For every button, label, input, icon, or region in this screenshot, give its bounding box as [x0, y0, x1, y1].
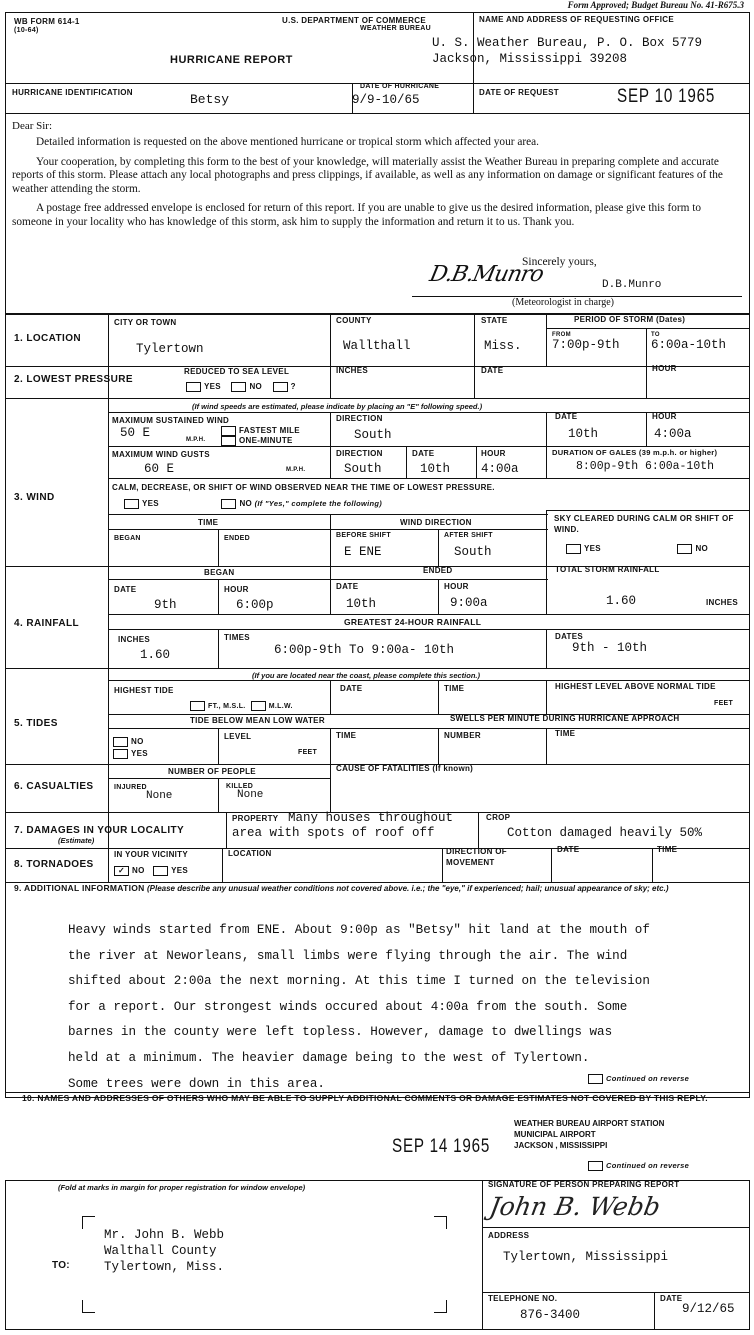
hurricane-date-label: DATE OF HURRICANE	[360, 83, 440, 90]
swells-label: SWELLS PER MINUTE DURING HURRICANE APPROACH	[450, 714, 680, 723]
pressure-yes-checkbox[interactable]	[186, 382, 201, 392]
phone-label: TELEPHONE NO.	[488, 1294, 558, 1303]
began-label: BEGAN	[114, 535, 141, 542]
narrative-line: the river at Neworleans, small limbs were flying through the air. The wind	[68, 948, 628, 963]
hurricane-name: Betsy	[190, 92, 230, 107]
one-minute-checkbox[interactable]	[221, 436, 236, 446]
rain-ended-hour: 9:00a	[450, 596, 488, 610]
section-names: 10. NAMES AND ADDRESSES OF OTHERS WHO MAY BE ABLE TO SUPPLY ADDITIONAL COMMENTS OR DAMAGE ESTIMATES NOT COVERED BY THIS REPLY.	[22, 1093, 708, 1103]
corner-bottom-left	[82, 1300, 95, 1313]
to-label: TO	[651, 332, 660, 338]
after-shift-label: AFTER SHIFT	[444, 532, 493, 539]
gust-hour-label: HOUR	[481, 449, 506, 458]
signer-name: D.B.Munro	[602, 279, 662, 291]
phone-value: 876-3400	[520, 1308, 581, 1322]
request-date-label: DATE OF REQUEST	[479, 88, 559, 97]
g-inches-label: INCHES	[118, 635, 151, 644]
below-no-option: NO	[113, 737, 144, 747]
addressee-line-3: Tylertown, Miss.	[104, 1260, 225, 1274]
form-title: HURRICANE REPORT	[170, 54, 293, 66]
tide-time-label: TIME	[444, 684, 465, 693]
letter-p3: A postage free addressed envelope is enclosed for return of this report. If you are unable to give us the desired information, please give this form to someone in your locality who has knowledge of this storm, ask him to supply the information and return it to us. Thank you.	[12, 202, 702, 228]
fastest-mile-checkbox[interactable]	[221, 426, 236, 436]
prep-date-label: DATE	[660, 1294, 683, 1303]
hurricane-date: 9/9-10/65	[352, 93, 420, 107]
continued-checkbox-1[interactable]	[588, 1074, 603, 1084]
tide-units: FT., M.S.L. M.L.W.	[190, 701, 293, 711]
pressure-date-label: DATE	[481, 366, 504, 375]
additional-header	[14, 883, 742, 894]
max-sustained-label: MAXIMUM SUSTAINED WIND	[112, 416, 230, 425]
one-minute-option: ONE-MINUTE	[221, 436, 293, 446]
gales-label: DURATION OF GALES (39 m.p.h. or higher)	[552, 448, 718, 457]
sky-no-checkbox[interactable]	[677, 544, 692, 554]
narrative-line: for a report. Our strongest winds occured about 4:00a from the south. Some	[68, 999, 628, 1014]
tornado-location-label: LOCATION	[228, 849, 272, 858]
sust-hour-label: HOUR	[652, 412, 677, 421]
rain-began-hour-label: HOUR	[224, 585, 249, 594]
section-damages: 7. DAMAGES IN YOUR LOCALITY	[14, 825, 185, 836]
gust-date-label: DATE	[412, 449, 435, 458]
ft-msl-checkbox[interactable]	[190, 701, 205, 711]
damages-estimate: (Estimate)	[58, 836, 95, 845]
time-label: TIME	[198, 518, 219, 527]
vicinity-options: ✓ NO YES	[114, 866, 188, 876]
addressee-line-1: Mr. John B. Webb	[104, 1228, 225, 1242]
rain-ended-date: 10th	[346, 597, 377, 611]
gust-date: 10th	[420, 462, 451, 476]
pressure-checkboxes	[186, 382, 296, 392]
address-label: ADDRESS	[488, 1231, 530, 1240]
office-label: NAME AND ADDRESS OF REQUESTING OFFICE	[479, 15, 674, 24]
total-rain-value: 1.60	[606, 594, 637, 608]
letter-body	[12, 136, 740, 235]
sust-hour: 4:00a	[654, 427, 692, 441]
approval-note: Form Approved; Budget Bureau No. 41-R675.3	[567, 0, 744, 10]
letter-p1: Detailed information is requested on the above mentioned hurricane or tropical storm which affected your area.	[36, 136, 539, 148]
calm-no-checkbox[interactable]	[221, 499, 236, 509]
pressure-yes-label: YES	[204, 382, 221, 392]
sust-date-label: DATE	[555, 412, 578, 421]
rain-began-hour: 6:00p	[236, 598, 274, 612]
wind-note: (If wind speeds are estimated, please indicate by placing an "E" following speed.)	[192, 402, 483, 411]
section-additional: 9. ADDITIONAL INFORMATION	[14, 883, 145, 893]
rain-ended-label: ENDED	[423, 566, 453, 575]
injured-value: None	[146, 790, 173, 802]
property-label: PROPERTY	[232, 814, 279, 823]
before-shift-label: BEFORE SHIFT	[336, 532, 391, 539]
fold-note: (Fold at marks in margin for proper registration for window envelope)	[58, 1183, 306, 1192]
period-label: PERIOD OF STORM (Dates)	[574, 315, 686, 324]
rain-ended-date-label: DATE	[336, 582, 359, 591]
to-value: 6:00a-10th	[651, 338, 727, 352]
preparer-sig-label: SIGNATURE OF PERSON PREPARING REPORT	[488, 1180, 680, 1189]
tornado-date-label: DATE	[557, 845, 580, 854]
continued-checkbox-2[interactable]	[588, 1161, 603, 1171]
g-dates-value: 9th - 10th	[572, 641, 648, 655]
tides-note: (If you are located near the coast, please complete this section.)	[252, 671, 480, 680]
station-stamp	[514, 1118, 664, 1151]
narrative-line: held at a minimum. The heavier damage being to the west of Tylertown.	[68, 1050, 590, 1065]
after-shift-value: South	[454, 545, 492, 559]
wind-dir-label: WIND DIRECTION	[400, 518, 472, 527]
letter-p2: Your cooperation, by completing this form to the best of your knowledge, will materially assist the Weather Bureau in preparing complete and accurate reports of this storm. Please attach any local photographs and press clippings, if available, as well as any information on damage or significant features of the weather attending the storm.	[12, 155, 723, 195]
greatest-24h-label: GREATEST 24-HOUR RAINFALL	[344, 617, 482, 627]
mph-label-1: M.P.H.	[186, 437, 206, 443]
rain-began-date-label: DATE	[114, 585, 137, 594]
narrative-line: shifted about 2:00a the next morning. At this time I turned on the television	[68, 974, 650, 989]
pressure-unknown-checkbox[interactable]	[273, 382, 288, 392]
ident-label: HURRICANE IDENTIFICATION	[12, 88, 133, 97]
calm-options: YES NO (If "Yes," complete the following)	[124, 499, 382, 509]
request-date-stamp: SEP 10 1965	[617, 86, 716, 107]
pressure-unknown-label: ?	[290, 382, 296, 392]
gust-direction-label: DIRECTION	[336, 449, 383, 458]
sust-date: 10th	[568, 427, 599, 441]
max-sustained-value: 50 E	[120, 426, 151, 440]
section-wind: 3. WIND	[14, 492, 55, 503]
preparer-address: Tylertown, Mississippi	[503, 1250, 669, 1264]
injured-label: INJURED	[114, 784, 147, 791]
property-line-2: area with spots of roof off	[232, 826, 435, 840]
salutation: Dear Sir:	[12, 120, 53, 132]
section-tornadoes: 8. TORNADOES	[14, 859, 94, 870]
webb-signature: John B. Webb	[487, 1192, 663, 1221]
section-rainfall: 4. RAINFALL	[14, 618, 79, 629]
department: U.S. DEPARTMENT OF COMMERCE	[282, 16, 426, 25]
fastest-mile-option: FASTEST MILE	[221, 426, 300, 436]
cause-label: CAUSE OF FATALITIES (If known)	[336, 764, 474, 773]
highest-tide-label: HIGHEST TIDE	[114, 686, 174, 695]
state-label: STATE	[481, 316, 508, 325]
form-revision: (10-64)	[14, 27, 39, 34]
below-mean-label: TIDE BELOW MEAN LOW WATER	[190, 716, 325, 725]
mph-label-2: M.P.H.	[286, 467, 306, 473]
mlw-checkbox[interactable]	[251, 701, 266, 711]
tide-date-label: DATE	[340, 684, 363, 693]
reduced-label: REDUCED TO SEA LEVEL	[184, 367, 290, 376]
rain-ended-hour-label: HOUR	[444, 582, 469, 591]
killed-value: None	[237, 789, 264, 801]
narrative-line: barnes in the county were left topless. However, damage to dwellings was	[68, 1025, 613, 1040]
county-label: COUNTY	[336, 316, 372, 325]
g-times-value: 6:00p-9th To 9:00a- 10th	[274, 643, 455, 657]
gust-value: 60 E	[144, 462, 175, 476]
below-feet-label: FEET	[298, 749, 318, 756]
tornado-yes-checkbox[interactable]	[153, 866, 168, 876]
corner-bottom-right	[434, 1300, 447, 1313]
movement-label: DIRECTION OF MOVEMENT	[446, 847, 507, 867]
sky-yes-checkbox[interactable]	[566, 544, 581, 554]
from-value: 7:00p-9th	[552, 338, 620, 352]
addressee-line-2: Walthall County	[104, 1244, 217, 1258]
received-date-stamp: SEP 14 1965	[392, 1136, 491, 1157]
city-value: Tylertown	[136, 342, 204, 356]
bureau: WEATHER BUREAU	[360, 25, 431, 32]
stamp-line-2: MUNICIPAL AIRPORT	[514, 1130, 596, 1139]
swells-number-label: NUMBER	[444, 731, 481, 740]
number-people-label: NUMBER OF PEOPLE	[168, 767, 256, 776]
calm-label: CALM, DECREASE, OR SHIFT OF WIND OBSERVED NEAR THE TIME OF LOWEST PRESSURE.	[112, 483, 495, 492]
pressure-no-checkbox[interactable]	[231, 382, 246, 392]
ended-label: ENDED	[224, 535, 251, 542]
office-line-1: U. S. Weather Bureau, P. O. Box 5779	[432, 36, 703, 50]
section-tides: 5. TIDES	[14, 718, 58, 729]
section-pressure: 2. LOWEST PRESSURE	[14, 374, 133, 385]
continued-reverse-2: Continued on reverse	[588, 1161, 689, 1171]
below-time-label: TIME	[336, 731, 357, 740]
below-yes-checkbox[interactable]	[113, 749, 128, 759]
from-label: FROM	[552, 332, 571, 338]
g-dates-label: DATES	[555, 632, 584, 641]
crop-value: Cotton damaged heavily 50%	[507, 826, 703, 840]
highest-level-label: HIGHEST LEVEL ABOVE NORMAL TIDE	[555, 682, 716, 691]
corner-top-left	[82, 1216, 95, 1229]
continued-reverse-1: Continued on reverse	[588, 1074, 689, 1084]
additional-hint: (Please describe any unusual weather conditions not covered above. i.e.; the "eye," if experienced; hail; unusual appearance of sky; etc.)	[146, 884, 669, 893]
total-rain-unit: INCHES	[706, 598, 739, 607]
gust-label: MAXIMUM WIND GUSTS	[112, 450, 210, 459]
g-inches-value: 1.60	[140, 648, 171, 662]
property-line-1: Many houses throughout	[288, 811, 454, 825]
below-level-label: LEVEL	[224, 732, 252, 741]
g-times-label: TIMES	[224, 633, 250, 642]
narrative-line: Heavy winds started from ENE. About 9:00p as "Betsy" hit land at the mouth of	[68, 923, 650, 937]
narrative	[68, 918, 748, 1097]
closing: Sincerely yours,	[522, 256, 597, 268]
total-rain-label: TOTAL STORM RAINFALL	[555, 565, 660, 574]
county-value: Wallthall	[343, 339, 411, 353]
pressure-no-label: NO	[249, 382, 263, 392]
narrative-line: Some trees were down in this area.	[68, 1076, 325, 1091]
stamp-line-3: JACKSON , MISSISSIPPI	[514, 1141, 608, 1150]
swells-time-label: TIME	[555, 729, 576, 738]
signer-title: (Meteorologist in charge)	[512, 297, 615, 308]
rain-began-date: 9th	[154, 598, 177, 612]
vicinity-label: IN YOUR VICINITY	[114, 850, 188, 859]
pressure-hour-label: HOUR	[652, 364, 677, 373]
stamp-line-1: WEATHER BUREAU AIRPORT STATION	[514, 1119, 665, 1128]
gales-value: 8:00p-9th 6:00a-10th	[576, 460, 715, 473]
office-line-2: Jackson, Mississippi 39208	[432, 52, 628, 66]
gust-hour: 4:00a	[481, 462, 519, 476]
section-casualties: 6. CASUALTIES	[14, 781, 94, 792]
to-label: TO:	[52, 1260, 70, 1271]
gust-direction: South	[344, 462, 382, 476]
corner-top-right	[434, 1216, 447, 1229]
crop-label: CROP	[486, 813, 511, 822]
sky-cleared-label: SKY CLEARED DURING CALM OR SHIFT OF WIND.	[554, 514, 734, 534]
pressure-inches-label: INCHES	[336, 366, 369, 375]
section-location: 1. LOCATION	[14, 333, 81, 344]
city-label: CITY OR TOWN	[114, 318, 177, 327]
before-shift-value: E ENE	[344, 545, 382, 559]
rain-began-label: BEGAN	[204, 568, 235, 577]
prep-date-value: 9/12/65	[682, 1302, 735, 1316]
below-yes-option: YES	[113, 749, 148, 759]
sust-direction: South	[354, 428, 392, 442]
sust-direction-label: DIRECTION	[336, 414, 383, 423]
below-no-checkbox[interactable]	[113, 737, 128, 747]
state-value: Miss.	[484, 339, 522, 353]
sky-options: YES NO	[566, 544, 708, 554]
form-number: WB FORM 614-1	[14, 17, 80, 26]
tornado-no-checkbox[interactable]: ✓	[114, 866, 129, 876]
calm-yes-checkbox[interactable]	[124, 499, 139, 509]
munro-signature: D.B.Munro	[427, 262, 546, 287]
tornado-time-label: TIME	[657, 845, 678, 854]
killed-label: KILLED	[226, 783, 254, 790]
tide-feet-label: FEET	[714, 700, 734, 707]
